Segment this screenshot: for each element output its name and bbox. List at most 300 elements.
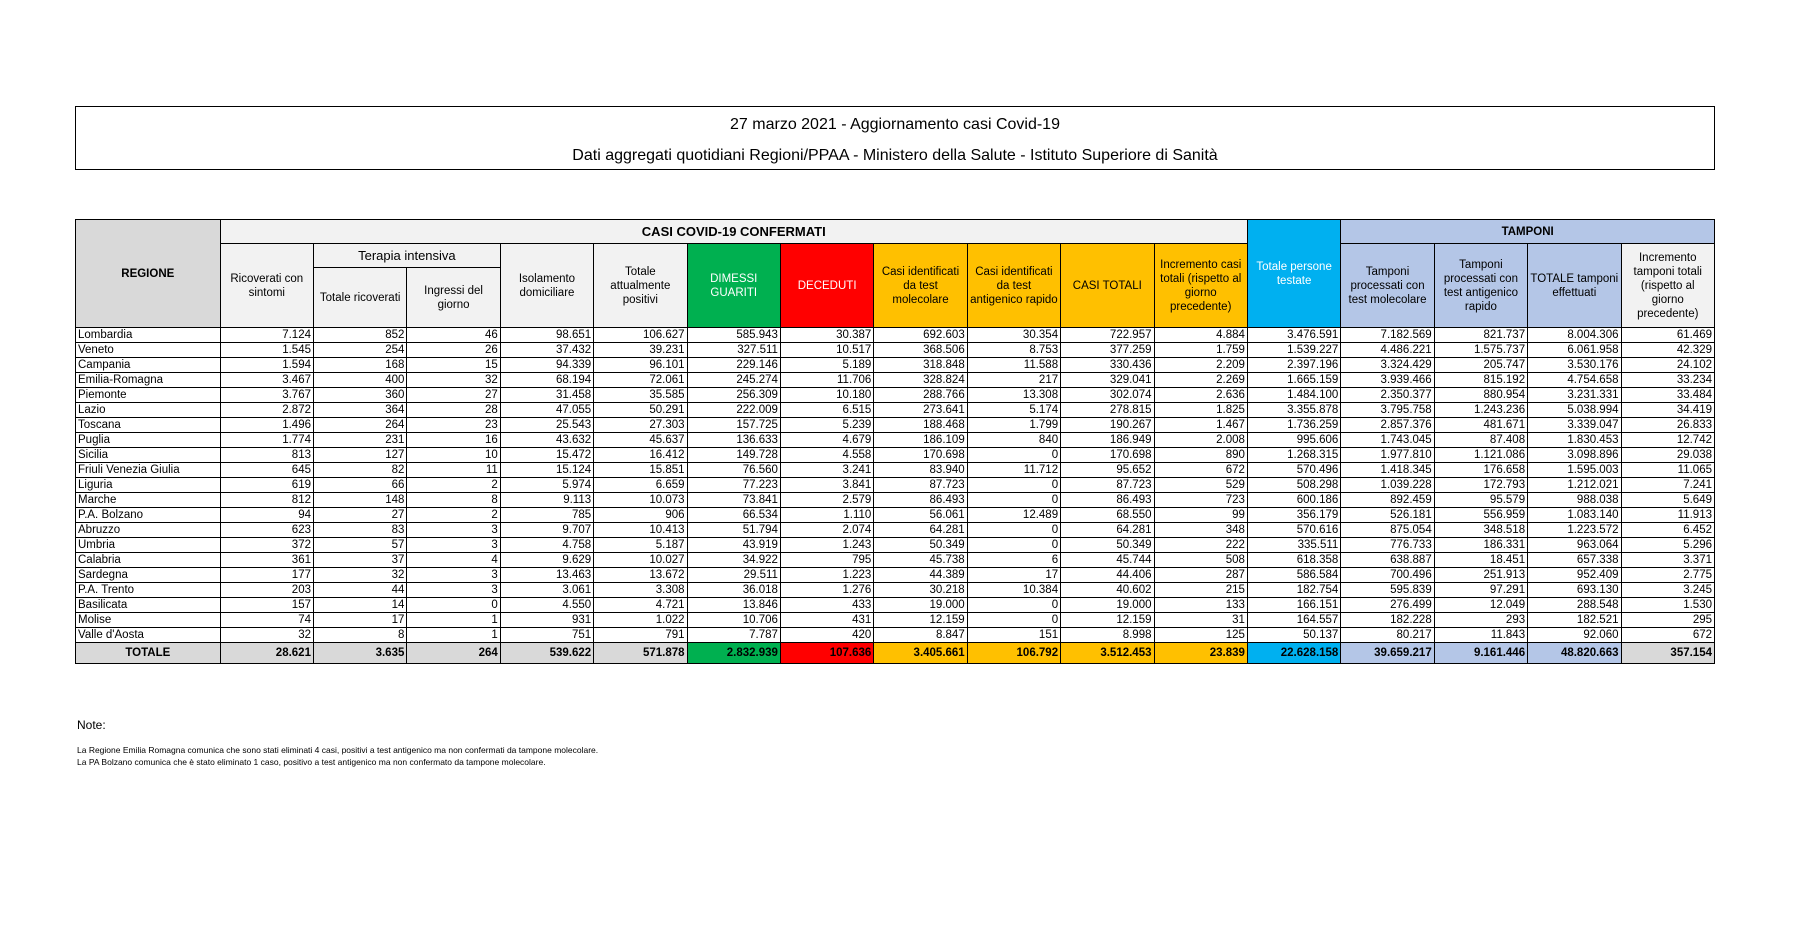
cell-incremento-casi: 4.884 (1154, 328, 1247, 343)
cell-totale-tamponi: 182.521 (1528, 613, 1621, 628)
cell-incremento-tamponi: 3.245 (1621, 583, 1715, 598)
notes-title: Note: (77, 718, 106, 732)
cell-totale-tamponi: 657.338 (1528, 553, 1621, 568)
cell-ingressi-giorno: 0 (407, 598, 500, 613)
cell-casi-antigenico: 8.753 (967, 343, 1060, 358)
cell-ricoverati-sintomi: 1.545 (220, 343, 313, 358)
cell-incremento-casi: 672 (1154, 463, 1247, 478)
cell-incremento-casi: 215 (1154, 583, 1247, 598)
header-casi-molecolare: Casi identificati da test molecolare (874, 244, 967, 328)
cell-totale-positivi: 15.851 (594, 463, 687, 478)
cell-deceduti: 107.636 (780, 643, 873, 664)
cell-incremento-casi: 222 (1154, 538, 1247, 553)
cell-totale-tamponi: 3.530.176 (1528, 358, 1621, 373)
cell-ingressi-giorno: 27 (407, 388, 500, 403)
cell-totale-tamponi: 1.595.003 (1528, 463, 1621, 478)
cell-totale-positivi: 10.413 (594, 523, 687, 538)
cell-isolamento: 5.974 (500, 478, 593, 493)
region-name: Marche (76, 493, 221, 508)
cell-incremento-casi: 99 (1154, 508, 1247, 523)
cell-ricoverati-sintomi: 203 (220, 583, 313, 598)
cell-casi-totali: 19.000 (1061, 598, 1154, 613)
cell-isolamento: 9.707 (500, 523, 593, 538)
cell-totale-tamponi: 8.004.306 (1528, 328, 1621, 343)
cell-tamponi-antigenico: 87.408 (1434, 433, 1527, 448)
cell-totale-ricoverati: 57 (313, 538, 406, 553)
cell-totale-tamponi: 963.064 (1528, 538, 1621, 553)
cell-tamponi-antigenico: 880.954 (1434, 388, 1527, 403)
cell-ricoverati-sintomi: 623 (220, 523, 313, 538)
cell-dimessi: 157.725 (687, 418, 780, 433)
cell-casi-antigenico: 0 (967, 478, 1060, 493)
cell-dimessi: 13.846 (687, 598, 780, 613)
cell-tamponi-molecolare: 1.039.228 (1341, 478, 1434, 493)
cell-casi-totali: 3.512.453 (1061, 643, 1154, 664)
table-row (76, 433, 1715, 448)
cell-incremento-tamponi: 24.102 (1621, 358, 1715, 373)
cell-casi-molecolare: 87.723 (874, 478, 967, 493)
cell-ingressi-giorno: 3 (407, 538, 500, 553)
cell-ricoverati-sintomi: 1.774 (220, 433, 313, 448)
cell-tamponi-antigenico: 348.518 (1434, 523, 1527, 538)
cell-casi-molecolare: 44.389 (874, 568, 967, 583)
cell-persone-testate: 1.484.100 (1247, 388, 1340, 403)
cell-persone-testate: 22.628.158 (1247, 643, 1340, 664)
cell-incremento-tamponi: 42.329 (1621, 343, 1715, 358)
cell-totale-positivi: 1.022 (594, 613, 687, 628)
cell-tamponi-antigenico: 18.451 (1434, 553, 1527, 568)
header-ricoverati-sintomi: Ricoverati con sintomi (220, 244, 313, 328)
cell-dimessi: 29.511 (687, 568, 780, 583)
region-name: Veneto (76, 343, 221, 358)
cell-casi-molecolare: 86.493 (874, 493, 967, 508)
cell-incremento-casi: 348 (1154, 523, 1247, 538)
header-persone-testate: Totale persone testate (1247, 220, 1340, 328)
cell-deceduti: 3.241 (780, 463, 873, 478)
cell-dimessi: 136.633 (687, 433, 780, 448)
cell-ricoverati-sintomi: 74 (220, 613, 313, 628)
cell-tamponi-molecolare: 526.181 (1341, 508, 1434, 523)
cell-casi-antigenico: 106.792 (967, 643, 1060, 664)
cell-tamponi-molecolare: 3.939.466 (1341, 373, 1434, 388)
header-ingressi-giorno: Ingressi del giorno (407, 268, 500, 328)
header-totale-positivi: Totale attualmente positivi (594, 244, 687, 328)
cell-ricoverati-sintomi: 177 (220, 568, 313, 583)
cell-incremento-casi: 1.825 (1154, 403, 1247, 418)
cell-dimessi: 10.706 (687, 613, 780, 628)
cell-totale-positivi: 96.101 (594, 358, 687, 373)
header-incremento-tamponi: Incremento tamponi totali (rispetto al giorno precedente) (1621, 244, 1715, 328)
cell-totale-positivi: 10.073 (594, 493, 687, 508)
cell-incremento-tamponi: 7.241 (1621, 478, 1715, 493)
cell-ingressi-giorno: 26 (407, 343, 500, 358)
cell-incremento-tamponi: 6.452 (1621, 523, 1715, 538)
cell-tamponi-molecolare: 3.324.429 (1341, 358, 1434, 373)
cell-casi-antigenico: 0 (967, 613, 1060, 628)
cell-incremento-tamponi: 2.775 (1621, 568, 1715, 583)
cell-casi-totali: 330.436 (1061, 358, 1154, 373)
cell-totale-positivi: 6.659 (594, 478, 687, 493)
cell-tamponi-antigenico: 95.579 (1434, 493, 1527, 508)
cell-ricoverati-sintomi: 7.124 (220, 328, 313, 343)
cell-totale-positivi: 72.061 (594, 373, 687, 388)
report-title: 27 marzo 2021 - Aggiornamento casi Covid-19 (730, 116, 1060, 133)
cell-incremento-casi: 2.636 (1154, 388, 1247, 403)
cell-totale-ricoverati: 400 (313, 373, 406, 388)
cell-incremento-casi: 287 (1154, 568, 1247, 583)
cell-dimessi: 585.943 (687, 328, 780, 343)
cell-tamponi-antigenico: 293 (1434, 613, 1527, 628)
cell-incremento-tamponi: 11.065 (1621, 463, 1715, 478)
cell-totale-tamponi: 693.130 (1528, 583, 1621, 598)
cell-casi-antigenico: 11.588 (967, 358, 1060, 373)
cell-totale-tamponi: 92.060 (1528, 628, 1621, 643)
cell-dimessi: 73.841 (687, 493, 780, 508)
cell-tamponi-molecolare: 3.795.758 (1341, 403, 1434, 418)
cell-persone-testate: 1.268.315 (1247, 448, 1340, 463)
cell-deceduti: 1.110 (780, 508, 873, 523)
cell-tamponi-antigenico: 821.737 (1434, 328, 1527, 343)
cell-casi-totali: 186.949 (1061, 433, 1154, 448)
cell-incremento-tamponi: 3.371 (1621, 553, 1715, 568)
cell-casi-molecolare: 3.405.661 (874, 643, 967, 664)
header-casi-totali: CASI TOTALI (1061, 244, 1154, 328)
cell-isolamento: 68.194 (500, 373, 593, 388)
cell-casi-molecolare: 45.738 (874, 553, 967, 568)
cell-tamponi-antigenico: 11.843 (1434, 628, 1527, 643)
cell-persone-testate: 1.736.259 (1247, 418, 1340, 433)
cell-casi-totali: 722.957 (1061, 328, 1154, 343)
cell-casi-antigenico: 0 (967, 448, 1060, 463)
header-tamponi-molecolare: Tamponi processati con test molecolare (1341, 244, 1434, 328)
cell-ingressi-giorno: 4 (407, 553, 500, 568)
cell-dimessi: 76.560 (687, 463, 780, 478)
cell-ricoverati-sintomi: 372 (220, 538, 313, 553)
cell-incremento-tamponi: 34.419 (1621, 403, 1715, 418)
cell-ricoverati-sintomi: 94 (220, 508, 313, 523)
cell-incremento-tamponi: 29.038 (1621, 448, 1715, 463)
totals-row (76, 643, 1715, 664)
cell-persone-testate: 3.476.591 (1247, 328, 1340, 343)
cell-incremento-tamponi: 11.913 (1621, 508, 1715, 523)
cell-casi-totali: 86.493 (1061, 493, 1154, 508)
cell-casi-molecolare: 83.940 (874, 463, 967, 478)
cell-casi-molecolare: 328.824 (874, 373, 967, 388)
cell-totale-ricoverati: 66 (313, 478, 406, 493)
cell-isolamento: 785 (500, 508, 593, 523)
cell-tamponi-molecolare: 1.977.810 (1341, 448, 1434, 463)
header-deceduti: DECEDUTI (780, 244, 873, 328)
table-row (76, 358, 1715, 373)
cell-ricoverati-sintomi: 3.767 (220, 388, 313, 403)
cell-casi-totali: 50.349 (1061, 538, 1154, 553)
cell-persone-testate: 1.665.159 (1247, 373, 1340, 388)
cell-casi-antigenico: 11.712 (967, 463, 1060, 478)
cell-incremento-tamponi: 33.484 (1621, 388, 1715, 403)
cell-totale-tamponi: 3.339.047 (1528, 418, 1621, 433)
cell-deceduti: 431 (780, 613, 873, 628)
cell-casi-totali: 45.744 (1061, 553, 1154, 568)
cell-tamponi-molecolare: 39.659.217 (1341, 643, 1434, 664)
cell-persone-testate: 570.496 (1247, 463, 1340, 478)
table-row (76, 553, 1715, 568)
cell-ricoverati-sintomi: 361 (220, 553, 313, 568)
cell-casi-totali: 377.259 (1061, 343, 1154, 358)
cell-totale-positivi: 27.303 (594, 418, 687, 433)
cell-totale-ricoverati: 83 (313, 523, 406, 538)
region-name: Abruzzo (76, 523, 221, 538)
cell-totale-tamponi: 1.830.453 (1528, 433, 1621, 448)
cell-ingressi-giorno: 11 (407, 463, 500, 478)
cell-incremento-casi: 2.209 (1154, 358, 1247, 373)
region-name: Toscana (76, 418, 221, 433)
cell-casi-totali: 8.998 (1061, 628, 1154, 643)
cell-casi-antigenico: 0 (967, 538, 1060, 553)
cell-deceduti: 4.679 (780, 433, 873, 448)
cell-isolamento: 4.550 (500, 598, 593, 613)
cell-deceduti: 5.189 (780, 358, 873, 373)
cell-incremento-casi: 1.759 (1154, 343, 1247, 358)
cell-ricoverati-sintomi: 3.467 (220, 373, 313, 388)
cell-deceduti: 3.841 (780, 478, 873, 493)
region-name: TOTALE (76, 643, 221, 664)
note-line: La PA Bolzano comunica che è stato eliminato 1 caso, positivo a test antigenico ma non confermato da tampone molecolare. (77, 757, 546, 767)
cell-totale-tamponi: 1.083.140 (1528, 508, 1621, 523)
cell-tamponi-antigenico: 186.331 (1434, 538, 1527, 553)
cell-ingressi-giorno: 46 (407, 328, 500, 343)
cell-totale-positivi: 4.721 (594, 598, 687, 613)
cell-totale-ricoverati: 27 (313, 508, 406, 523)
cell-tamponi-antigenico: 481.671 (1434, 418, 1527, 433)
cell-dimessi: 34.922 (687, 553, 780, 568)
cell-dimessi: 2.832.939 (687, 643, 780, 664)
covid-data-table (75, 219, 1715, 664)
cell-ingressi-giorno: 2 (407, 478, 500, 493)
cell-ingressi-giorno: 28 (407, 403, 500, 418)
cell-ricoverati-sintomi: 812 (220, 493, 313, 508)
cell-ingressi-giorno: 15 (407, 358, 500, 373)
region-name: Emilia-Romagna (76, 373, 221, 388)
header-casi-confermati: CASI COVID-19 CONFERMATI (220, 220, 1247, 244)
cell-tamponi-molecolare: 80.217 (1341, 628, 1434, 643)
cell-totale-tamponi: 3.098.896 (1528, 448, 1621, 463)
cell-persone-testate: 2.397.196 (1247, 358, 1340, 373)
cell-casi-antigenico: 10.384 (967, 583, 1060, 598)
region-name: Sicilia (76, 448, 221, 463)
cell-isolamento: 15.124 (500, 463, 593, 478)
cell-totale-ricoverati: 82 (313, 463, 406, 478)
cell-isolamento: 98.651 (500, 328, 593, 343)
cell-casi-molecolare: 50.349 (874, 538, 967, 553)
cell-persone-testate: 570.616 (1247, 523, 1340, 538)
region-name: Friuli Venezia Giulia (76, 463, 221, 478)
cell-tamponi-molecolare: 2.350.377 (1341, 388, 1434, 403)
cell-casi-totali: 40.602 (1061, 583, 1154, 598)
cell-tamponi-antigenico: 176.658 (1434, 463, 1527, 478)
cell-deceduti: 2.579 (780, 493, 873, 508)
cell-casi-totali: 302.074 (1061, 388, 1154, 403)
cell-tamponi-antigenico: 205.747 (1434, 358, 1527, 373)
cell-isolamento: 31.458 (500, 388, 593, 403)
region-name: Campania (76, 358, 221, 373)
cell-ricoverati-sintomi: 1.496 (220, 418, 313, 433)
cell-dimessi: 149.728 (687, 448, 780, 463)
cell-persone-testate: 618.358 (1247, 553, 1340, 568)
cell-casi-molecolare: 273.641 (874, 403, 967, 418)
cell-casi-antigenico: 13.308 (967, 388, 1060, 403)
cell-tamponi-molecolare: 7.182.569 (1341, 328, 1434, 343)
header-isolamento: Isolamento domiciliare (500, 244, 593, 328)
cell-dimessi: 327.511 (687, 343, 780, 358)
cell-totale-ricoverati: 8 (313, 628, 406, 643)
cell-totale-ricoverati: 148 (313, 493, 406, 508)
table-row (76, 463, 1715, 478)
cell-persone-testate: 508.298 (1247, 478, 1340, 493)
cell-persone-testate: 164.557 (1247, 613, 1340, 628)
cell-totale-tamponi: 1.223.572 (1528, 523, 1621, 538)
table-row (76, 523, 1715, 538)
cell-totale-ricoverati: 364 (313, 403, 406, 418)
cell-tamponi-molecolare: 700.496 (1341, 568, 1434, 583)
cell-casi-molecolare: 288.766 (874, 388, 967, 403)
cell-casi-antigenico: 840 (967, 433, 1060, 448)
cell-casi-totali: 64.281 (1061, 523, 1154, 538)
cell-casi-antigenico: 12.489 (967, 508, 1060, 523)
cell-dimessi: 77.223 (687, 478, 780, 493)
cell-casi-totali: 190.267 (1061, 418, 1154, 433)
cell-totale-tamponi: 288.548 (1528, 598, 1621, 613)
header-totale-tamponi: TOTALE tamponi effettuati (1528, 244, 1621, 328)
cell-tamponi-antigenico: 556.959 (1434, 508, 1527, 523)
cell-isolamento: 25.543 (500, 418, 593, 433)
cell-ingressi-giorno: 2 (407, 508, 500, 523)
cell-totale-positivi: 50.291 (594, 403, 687, 418)
report-title-box (75, 106, 1715, 170)
report-subtitle: Dati aggregati quotidiani Regioni/PPAA - Ministero della Salute - Istituto Superiore di Sanità (572, 147, 1218, 164)
cell-tamponi-antigenico: 815.192 (1434, 373, 1527, 388)
cell-deceduti: 1.243 (780, 538, 873, 553)
region-name: Sardegna (76, 568, 221, 583)
cell-tamponi-molecolare: 595.839 (1341, 583, 1434, 598)
cell-isolamento: 47.055 (500, 403, 593, 418)
cell-incremento-tamponi: 1.530 (1621, 598, 1715, 613)
cell-isolamento: 539.622 (500, 643, 593, 664)
cell-dimessi: 36.018 (687, 583, 780, 598)
cell-totale-tamponi: 988.038 (1528, 493, 1621, 508)
cell-deceduti: 1.276 (780, 583, 873, 598)
cell-incremento-casi: 1.467 (1154, 418, 1247, 433)
cell-tamponi-antigenico: 251.913 (1434, 568, 1527, 583)
cell-casi-molecolare: 318.848 (874, 358, 967, 373)
header-terapia-intensiva: Terapia intensiva (313, 244, 500, 268)
cell-casi-antigenico: 17 (967, 568, 1060, 583)
table-row (76, 508, 1715, 523)
cell-persone-testate: 335.511 (1247, 538, 1340, 553)
cell-tamponi-molecolare: 4.486.221 (1341, 343, 1434, 358)
cell-tamponi-molecolare: 2.857.376 (1341, 418, 1434, 433)
region-name: Calabria (76, 553, 221, 568)
cell-casi-molecolare: 8.847 (874, 628, 967, 643)
cell-casi-molecolare: 64.281 (874, 523, 967, 538)
cell-casi-molecolare: 12.159 (874, 613, 967, 628)
cell-totale-ricoverati: 37 (313, 553, 406, 568)
cell-isolamento: 9.629 (500, 553, 593, 568)
cell-casi-totali: 12.159 (1061, 613, 1154, 628)
cell-totale-positivi: 10.027 (594, 553, 687, 568)
table-row (76, 418, 1715, 433)
cell-incremento-casi: 529 (1154, 478, 1247, 493)
header-dimessi: DIMESSI GUARITI (687, 244, 780, 328)
cell-ricoverati-sintomi: 1.594 (220, 358, 313, 373)
cell-ingressi-giorno: 1 (407, 613, 500, 628)
region-name: Umbria (76, 538, 221, 553)
cell-incremento-casi: 2.008 (1154, 433, 1247, 448)
cell-persone-testate: 50.137 (1247, 628, 1340, 643)
region-name: P.A. Trento (76, 583, 221, 598)
cell-incremento-tamponi: 295 (1621, 613, 1715, 628)
cell-dimessi: 66.534 (687, 508, 780, 523)
cell-isolamento: 4.758 (500, 538, 593, 553)
cell-casi-antigenico: 0 (967, 598, 1060, 613)
cell-incremento-tamponi: 12.742 (1621, 433, 1715, 448)
cell-isolamento: 751 (500, 628, 593, 643)
cell-deceduti: 5.239 (780, 418, 873, 433)
cell-incremento-casi: 125 (1154, 628, 1247, 643)
cell-incremento-casi: 723 (1154, 493, 1247, 508)
cell-casi-molecolare: 188.468 (874, 418, 967, 433)
cell-casi-antigenico: 0 (967, 493, 1060, 508)
cell-totale-ricoverati: 168 (313, 358, 406, 373)
cell-totale-ricoverati: 264 (313, 418, 406, 433)
cell-totale-positivi: 16.412 (594, 448, 687, 463)
cell-totale-tamponi: 952.409 (1528, 568, 1621, 583)
cell-casi-antigenico: 217 (967, 373, 1060, 388)
note-line: La Regione Emilia Romagna comunica che sono stati eliminati 4 casi, positivi a test antigenico ma non confermati da tampone molecolare. (77, 745, 599, 755)
cell-persone-testate: 3.355.878 (1247, 403, 1340, 418)
cell-incremento-tamponi: 357.154 (1621, 643, 1715, 664)
cell-totale-positivi: 35.585 (594, 388, 687, 403)
cell-isolamento: 37.432 (500, 343, 593, 358)
cell-persone-testate: 356.179 (1247, 508, 1340, 523)
cell-deceduti: 30.387 (780, 328, 873, 343)
cell-dimessi: 43.919 (687, 538, 780, 553)
cell-ingressi-giorno: 3 (407, 523, 500, 538)
cell-ingressi-giorno: 1 (407, 628, 500, 643)
cell-dimessi: 256.309 (687, 388, 780, 403)
cell-incremento-casi: 133 (1154, 598, 1247, 613)
cell-totale-tamponi: 1.212.021 (1528, 478, 1621, 493)
region-name: Molise (76, 613, 221, 628)
cell-ingressi-giorno: 16 (407, 433, 500, 448)
cell-deceduti: 6.515 (780, 403, 873, 418)
cell-persone-testate: 1.539.227 (1247, 343, 1340, 358)
cell-persone-testate: 182.754 (1247, 583, 1340, 598)
cell-casi-antigenico: 0 (967, 523, 1060, 538)
cell-tamponi-molecolare: 276.499 (1341, 598, 1434, 613)
cell-incremento-casi: 2.269 (1154, 373, 1247, 388)
region-name: Valle d'Aosta (76, 628, 221, 643)
cell-totale-tamponi: 5.038.994 (1528, 403, 1621, 418)
cell-incremento-casi: 508 (1154, 553, 1247, 568)
cell-tamponi-molecolare: 1.743.045 (1341, 433, 1434, 448)
cell-incremento-tamponi: 672 (1621, 628, 1715, 643)
table-row (76, 388, 1715, 403)
cell-ricoverati-sintomi: 645 (220, 463, 313, 478)
header-regione: REGIONE (76, 220, 221, 328)
cell-incremento-casi: 890 (1154, 448, 1247, 463)
cell-isolamento: 15.472 (500, 448, 593, 463)
cell-totale-tamponi: 4.754.658 (1528, 373, 1621, 388)
